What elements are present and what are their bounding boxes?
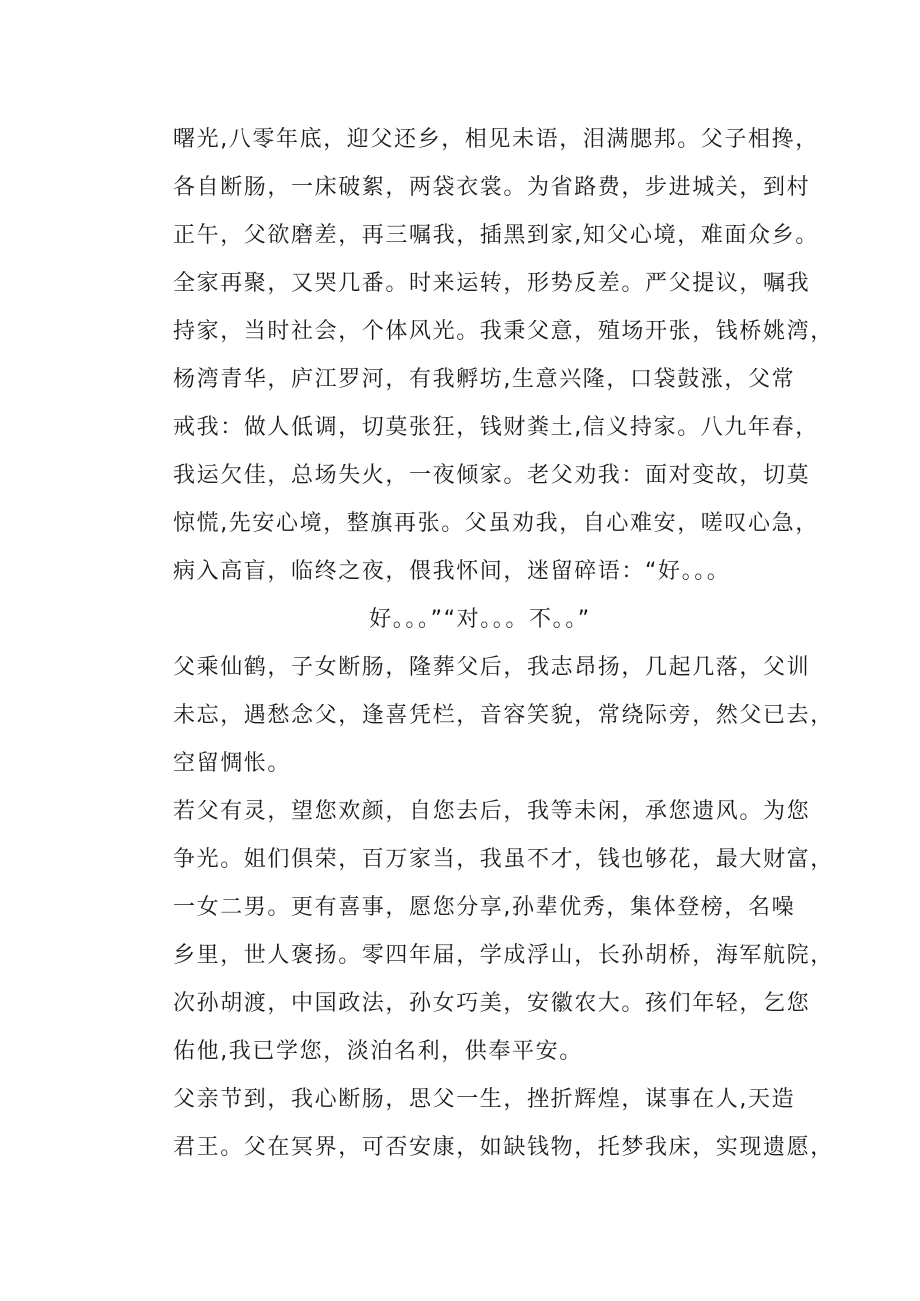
text-line: 戒我：做人低调，切莫张狂，钱财粪土,信义持家。八九年春， xyxy=(173,415,819,440)
text-line: 父亲节到，我心断肠，思父一生，挫折辉煌，谋事在人,天造 xyxy=(173,1087,796,1112)
text-line: 杨湾青华，庐江罗河，有我孵坊,生意兴隆，口袋鼓涨，父常 xyxy=(173,367,796,392)
text-line: 惊慌,先安心境，整旗再张。父虽劝我，自心难安，嗟叹心急， xyxy=(173,511,819,536)
text-line: 我运欠佳，总场失火，一夜倾家。老父劝我：面对变故，切莫 xyxy=(173,463,811,488)
text-line: 正午，父欲磨差，再三嘱我，插黑到家,知父心境，难面众乡。 xyxy=(173,223,819,248)
text-line: 若父有灵，望您欢颜，自您去后，我等未闲，承您遗风。为您 xyxy=(173,799,811,824)
text-line: 空留惆怅。 xyxy=(173,751,292,776)
text-line: 父乘仙鹤，子女断肠，隆葬父后，我志昂扬，几起几落，父训 xyxy=(173,655,811,680)
text-line: 曙光,八零年底，迎父还乡，相见未语，泪满腮邦。父子相搀， xyxy=(173,127,819,152)
text-line: 一女二男。更有喜事，愿您分享,孙辈优秀，集体登榜，名噪 xyxy=(173,895,796,920)
text-line: 次孙胡渡，中国政法，孙女巧美，安徽农大。孩们年轻，乞您 xyxy=(173,991,811,1016)
text-line: 持家，当时社会，个体风光。我秉父意，殖场开张，钱桥姚湾， xyxy=(173,319,834,344)
text-line: 争光。姐们俱荣，百万家当，我虽不才，钱也够花，最大财富， xyxy=(173,847,834,872)
text-line: 君王。父在冥界，可否安康，如缺钱物，托梦我床，实现遗愿， xyxy=(173,1135,834,1160)
text-line: 佑他,我已学您，淡泊名利，供奉平安。 xyxy=(173,1039,583,1064)
text-line: 全家再聚，又哭几番。时来运转，形势反差。严父提议，嘱我 xyxy=(173,271,811,296)
text-line: 乡里，世人褒扬。零四年届，学成浮山，长孙胡桥，海军航院， xyxy=(173,943,834,968)
text-line: 病入高盲，临终之夜，偎我怀间，迷留碎语：“好。。。 xyxy=(173,559,731,584)
text-line: 各自断肠，一床破絮，两袋衣裳。为省路费，步进城关，到村 xyxy=(173,175,811,200)
text-line: 未忘，遇愁念父，逢喜凭栏，音容笑貌，常绕际旁，然父已去， xyxy=(173,703,834,728)
text-line-centered: 好。。。”“对。。。不。。” xyxy=(369,607,591,632)
